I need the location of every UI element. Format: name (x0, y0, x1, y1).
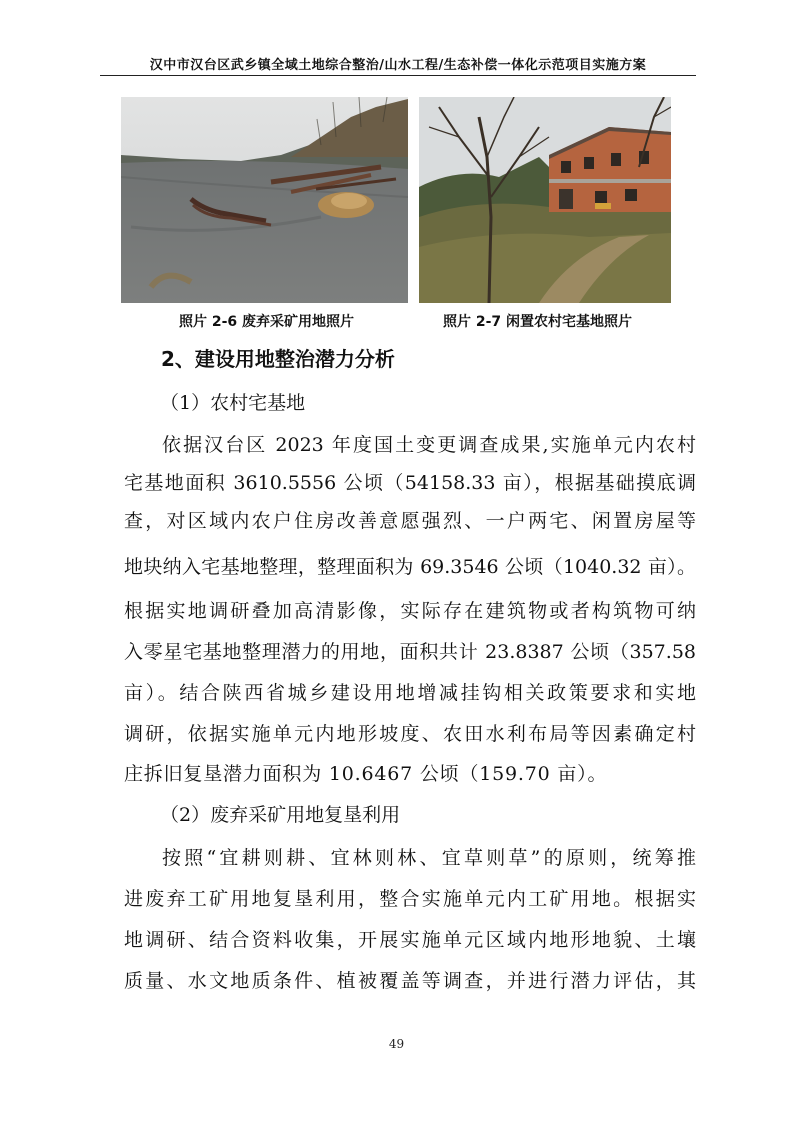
paragraph-line: 地块纳入宅基地整理，整理面积为 69.3546 公顷（1040.32 亩）。 (124, 556, 696, 578)
paragraph-line: 地调研、结合资料收集，开展实施单元区域内地形地貌、土壤 (124, 929, 696, 951)
page-number: 49 (388, 1037, 405, 1051)
paragraph-line: 进废弃工矿用地复垦利用，整合实施单元内工矿用地。根据实 (124, 888, 696, 910)
paragraph-line: 查，对区域内农户住房改善意愿强烈、一户两宅、闲置房屋等 (124, 510, 696, 532)
idle-homestead-photo (419, 97, 671, 303)
subheading-abandoned-mining: （2）废弃采矿用地复垦利用 (160, 804, 401, 826)
abandoned-mining-photo (121, 97, 408, 303)
photo-caption-2-6: 照片 2-6 废弃采矿用地照片 (179, 314, 355, 330)
paragraph-line: 质量、水文地质条件、植被覆盖等调查，并进行潜力评估，其 (124, 970, 696, 992)
photo-caption-2-7: 照片 2-7 闲置农村宅基地照片 (443, 314, 633, 330)
paragraph-line: 根据实地调研叠加高清影像，实际存在建筑物或者构筑物可纳 (124, 600, 696, 622)
section-heading: 2、建设用地整治潜力分析 (161, 347, 395, 371)
paragraph-line: 亩）。结合陕西省城乡建设用地增减挂钩相关政策要求和实地 (124, 682, 696, 704)
paragraph-line: 按照“宜耕则耕、宜林则林、宜草则草”的原则，统筹推 (162, 847, 696, 869)
header-divider (100, 75, 696, 76)
paragraph-line: 宅基地面积 3610.5556 公顷（54158.33 亩），根据基础摸底调 (124, 472, 696, 494)
paragraph-line: 调研，依据实施单元内地形坡度、农田水利布局等因素确定村 (124, 723, 696, 745)
paragraph-line: 依据汉台区 2023 年度国土变更调查成果,实施单元内农村 (162, 434, 696, 456)
paragraph-line: 庄拆旧复垦潜力面积为 10.6467 公顷（159.70 亩）。 (124, 763, 608, 785)
document-header: 汉中市汉台区武乡镇全域土地综合整治/山水工程/生态补偿一体化示范项目实施方案 (149, 58, 647, 73)
subheading-rural-homestead: （1）农村宅基地 (160, 392, 306, 414)
paragraph-line: 入零星宅基地整理潜力的用地，面积共计 23.8387 公顷（357.58 (124, 641, 696, 663)
